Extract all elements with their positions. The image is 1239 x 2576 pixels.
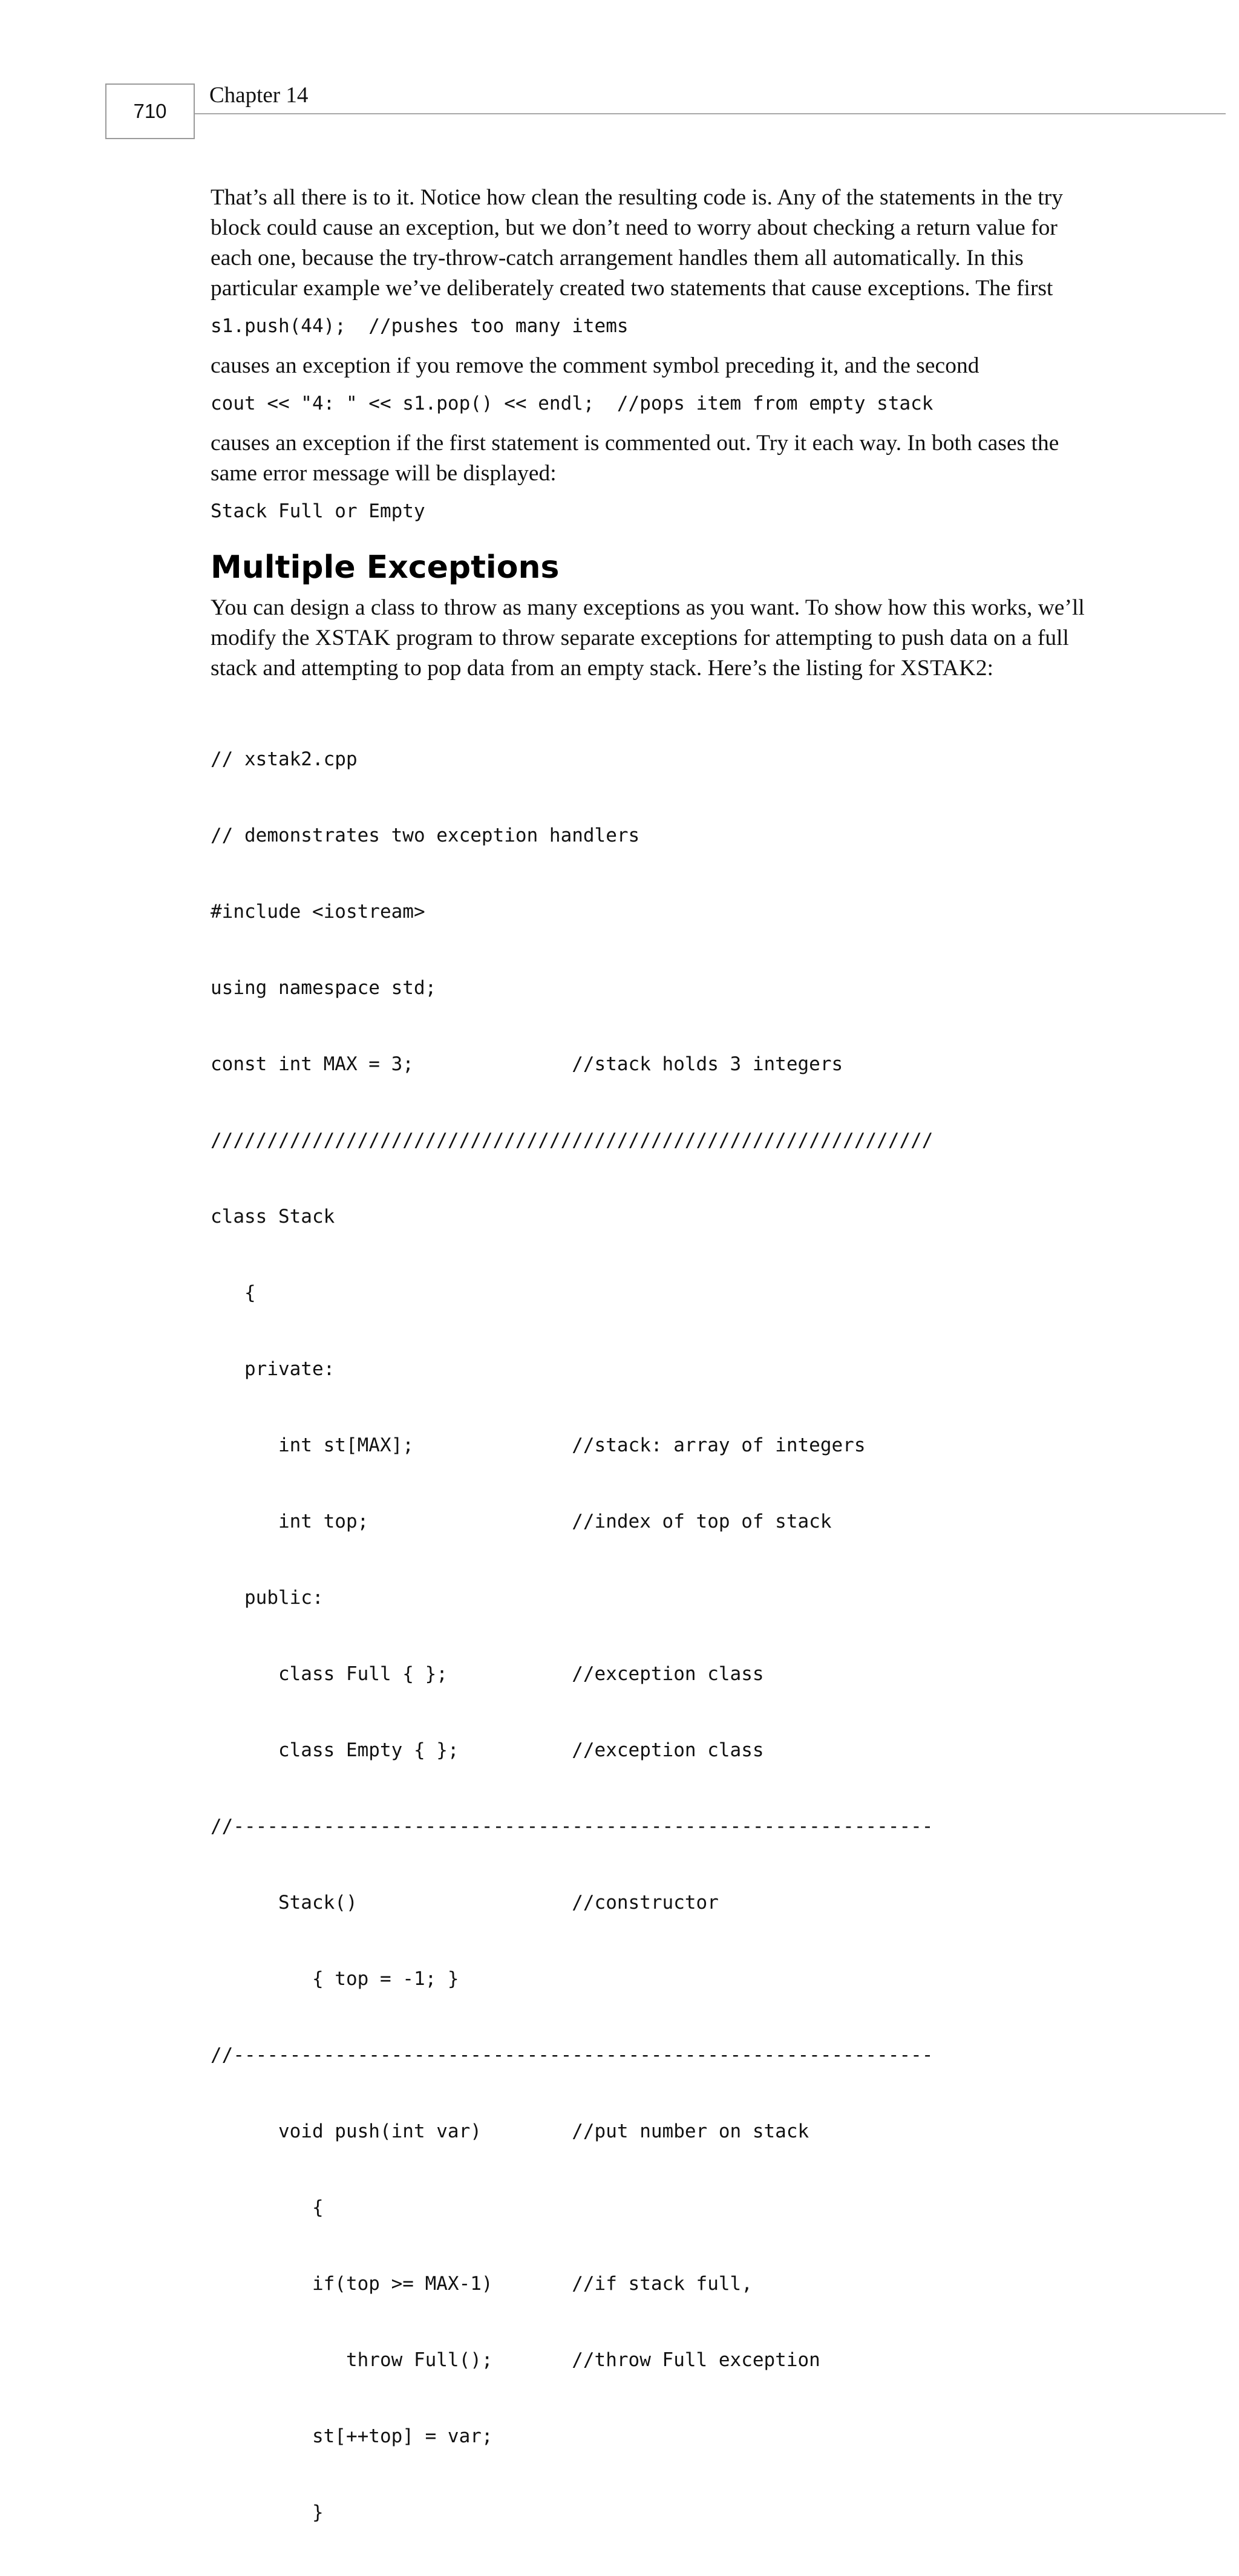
code-line: const int MAX = 3; //stack holds 3 integers [211, 1053, 843, 1075]
section-heading: Multiple Exceptions [211, 549, 560, 586]
code-line: //-------------------------------------------------------------- [211, 2044, 933, 2066]
code-line: class Stack [211, 1206, 335, 1228]
header-rule [195, 113, 1226, 114]
code-line-error-message: Stack Full or Empty [211, 500, 425, 522]
code-line: class Empty { }; //exception class [211, 1739, 764, 1761]
code-line: #include <iostream> [211, 901, 425, 923]
code-line-push: s1.push(44); //pushes too many items [211, 315, 629, 337]
code-line: } [211, 2502, 324, 2523]
paragraph-multiple-exceptions [211, 593, 1094, 684]
code-line: throw Full(); //throw Full exception [211, 2349, 820, 2371]
code-line: //////////////////////////////////////////////////////////////// [211, 1129, 933, 1151]
paragraph-cause-push: causes an exception if you remove the comment symbol preceding it, and the second [211, 353, 979, 378]
program-name: XSTAK [315, 626, 391, 650]
paragraph-text: 2: [975, 656, 994, 681]
code-line: Stack() //constructor [211, 1892, 719, 1914]
code-line: st[++top] = var; [211, 2425, 493, 2447]
code-line: private: [211, 1358, 335, 1380]
paragraph-cause-pop: causes an exception if the first statement is commented out. Try it each way. In both cases the same error message will be displayed: [211, 431, 1059, 486]
code-line: { [211, 1282, 256, 1304]
page-content [211, 183, 1094, 2576]
code-line: // demonstrates two exception handlers [211, 825, 640, 846]
code-line: { top = -1; } [211, 1968, 459, 1990]
code-line: int top; //index of top of stack [211, 1511, 832, 1532]
code-line: void push(int var) //put number on stack [211, 2120, 809, 2142]
code-line: // xstak2.cpp [211, 748, 358, 770]
paragraph-text: program to throw separate exceptions for attempting to push data on a full stack and attempting to pop data from an empty stack. Here’s the listing for [211, 626, 1069, 681]
chapter-title: Chapter 14 [209, 83, 309, 108]
program-name: XSTAK [900, 656, 976, 681]
code-line: //-------------------------------------------------------------- [211, 1816, 933, 1837]
paragraph-try-block: That’s all there is to it. Notice how clean the resulting code is. Any of the statements in the try block could cause an exception, but we don’t need to worry about checking a return value for each one, because the try-throw-catch arrangement handles them all automatically. In this particular example we’ve deliberately created two statements that cause exceptions. The first [211, 185, 1064, 301]
code-line: { [211, 2197, 324, 2218]
paragraph-text: You can design a class to throw as many exceptions as you want. To show how this works, we’ll modify the [211, 595, 1085, 650]
code-line-pop: cout << "4: " << s1.pop() << endl; //pops item from empty stack [211, 393, 933, 414]
code-line: if(top >= MAX-1) //if stack full, [211, 2273, 753, 2295]
code-line: int st[MAX]; //stack: array of integers [211, 1434, 866, 1456]
code-line: using namespace std; [211, 977, 437, 999]
code-listing [211, 696, 1094, 2576]
code-line: public: [211, 1587, 324, 1609]
page-number: 710 [105, 83, 195, 139]
code-line: class Full { }; //exception class [211, 1663, 764, 1685]
